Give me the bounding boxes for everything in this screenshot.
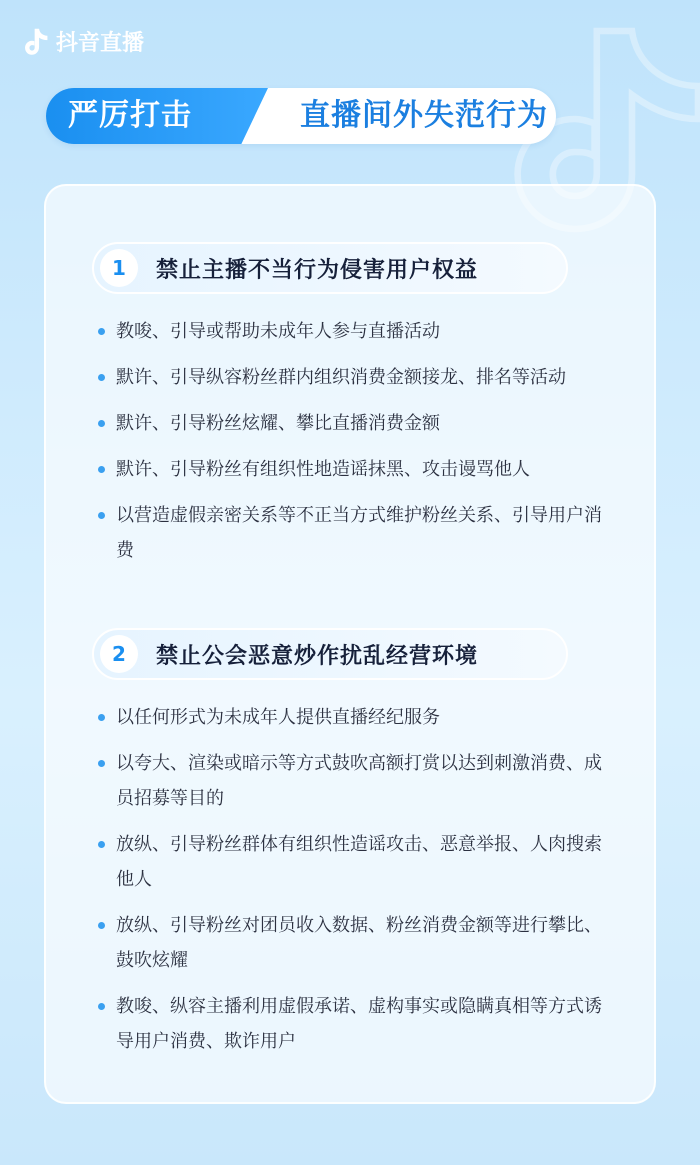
- section-1-title: 禁止主播不当行为侵害用户权益: [156, 257, 479, 283]
- section-1-list: [96, 314, 616, 579]
- list-item: 放纵、引导粉丝对团员收入数据、粉丝消费金额等进行攀比、鼓吹炫耀: [96, 908, 616, 978]
- douyin-note-icon: [24, 27, 50, 57]
- brand-logo: [24, 26, 144, 57]
- headline-banner: [46, 88, 556, 144]
- list-item: 以营造虚假亲密关系等不正当方式维护粉丝关系、引导用户消费: [96, 498, 616, 568]
- section-2-header: [92, 628, 568, 680]
- list-item: 以任何形式为未成年人提供直播经纪服务: [96, 700, 616, 735]
- section-1-number: 1: [100, 249, 138, 287]
- list-item: 以夸大、渲染或暗示等方式鼓吹高额打赏以达到刺激消费、成员招募等目的: [96, 746, 616, 816]
- list-item: 教唆、纵容主播利用虚假承诺、虚构事实或隐瞒真相等方式诱导用户消费、欺诈用户: [96, 989, 616, 1059]
- section-2-number: 2: [100, 635, 138, 673]
- content-card: [44, 184, 656, 1104]
- brand-name: 抖音直播: [56, 31, 145, 56]
- section-2-title: 禁止公会恶意炒作扰乱经营环境: [156, 643, 479, 669]
- banner-left-text: 严厉打击: [68, 98, 192, 133]
- list-item: 默许、引导粉丝有组织性地造谣抹黑、攻击谩骂他人: [96, 452, 616, 487]
- section-2-list: [96, 700, 616, 1070]
- banner-right-text: 直播间外失范行为: [300, 98, 548, 133]
- list-item: 教唆、引导或帮助未成年人参与直播活动: [96, 314, 616, 349]
- list-item: 默许、引导粉丝炫耀、攀比直播消费金额: [96, 406, 616, 441]
- list-item: 默许、引导纵容粉丝群内组织消费金额接龙、排名等活动: [96, 360, 616, 395]
- section-1-header: [92, 242, 568, 294]
- list-item: 放纵、引导粉丝群体有组织性造谣攻击、恶意举报、人肉搜索他人: [96, 827, 616, 897]
